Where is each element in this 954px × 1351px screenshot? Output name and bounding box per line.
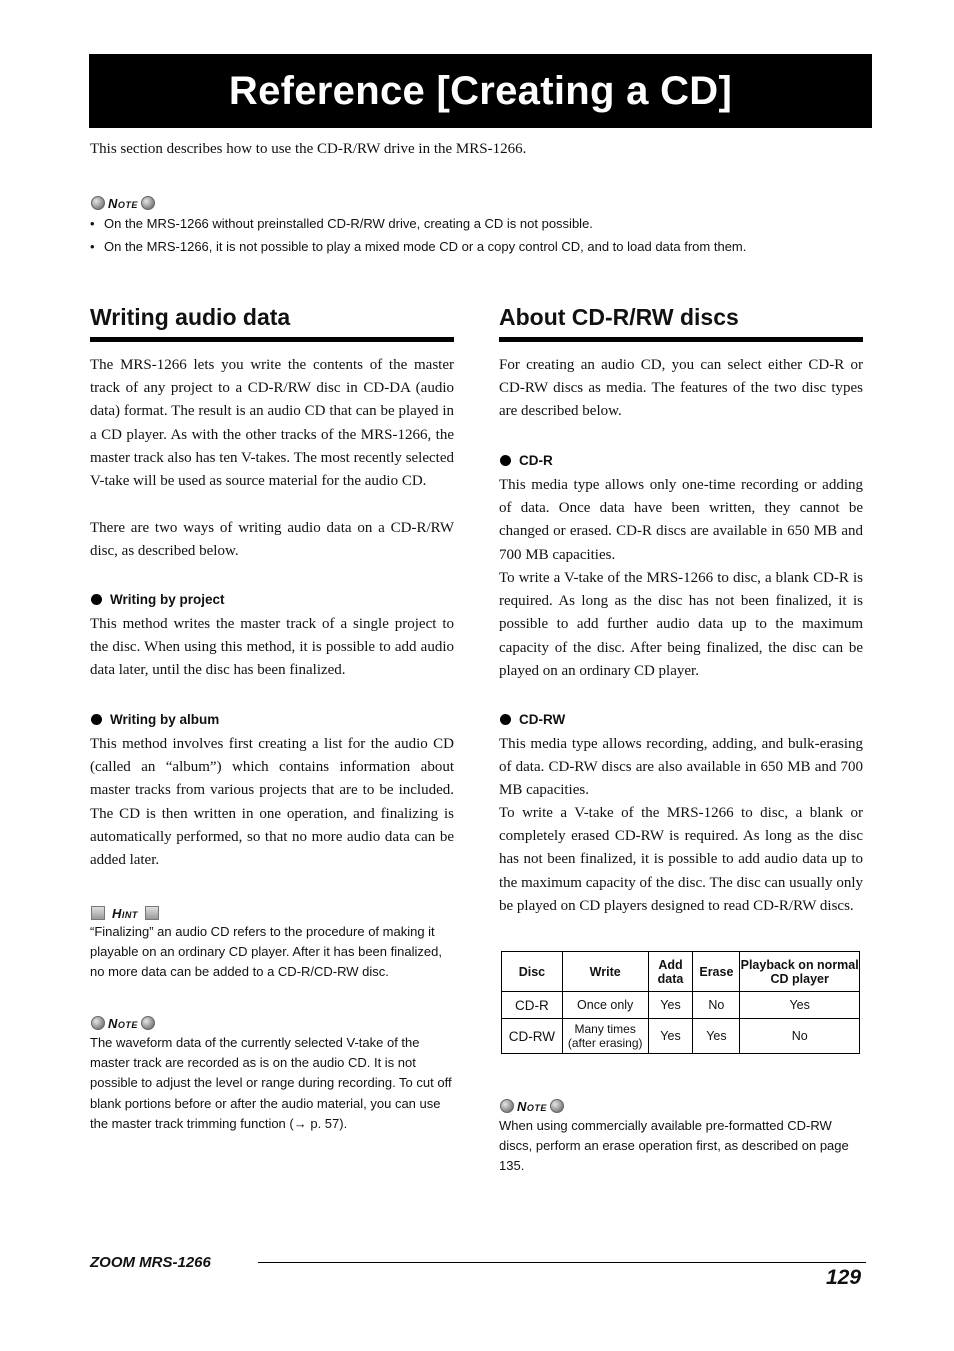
note-dot-icon: [141, 1016, 155, 1030]
note-badge: [91, 195, 155, 211]
table-row: [502, 992, 860, 1019]
table-row: [502, 1019, 860, 1054]
note-label: Note: [108, 1015, 138, 1031]
footer-rule: [258, 1262, 866, 1263]
bullet-dot-icon: [500, 714, 511, 725]
bullet-dot-icon: [500, 455, 511, 466]
table-header: Erase: [693, 952, 740, 992]
note-label: Note: [517, 1098, 547, 1114]
table-cell: No: [740, 1019, 860, 1054]
table-header: Add data: [648, 952, 693, 992]
list-item: • On the MRS-1266, it is not possible to play a mixed mode CD or a copy control CD, and to load data from them.: [90, 235, 870, 258]
note-text: The waveform data of the currently selected V-take of the master track are recorded as is on the audio CD. It is not possible to adjust the level or range during recording. To cut off blank portions before or after the audio material, you can use the master track trimming function (→ p. 57).: [90, 1035, 452, 1131]
bullet-dot-icon: [91, 594, 102, 605]
hint-square-icon: [91, 906, 105, 920]
table-cell: Yes: [648, 1019, 693, 1054]
page-number: 129: [826, 1266, 862, 1289]
table-cell: Yes: [693, 1019, 740, 1054]
list-item: • On the MRS-1266 without preinstalled CD-R/RW drive, creating a CD is not possible.: [90, 212, 870, 235]
subheading-writing-by-project: Writing by project: [91, 592, 225, 607]
table-cell: Yes: [648, 992, 693, 1019]
hint-badge: [91, 905, 159, 921]
section-heading-writing-audio-data: Writing audio data: [90, 304, 454, 342]
hint-label: Hint: [112, 905, 138, 921]
title-bar: [89, 54, 872, 128]
paragraph: This media type allows only one-time recording or adding of data. Once data have been written, they cannot be changed or erased. CD-R discs are available in 650 MB and 700 MB capacities.: [499, 477, 863, 563]
note-badge: [500, 1098, 564, 1114]
paragraph: To write a V-take of the MRS-1266 to disc, a blank or completely erased CD-RW is required. As long as the disc has not been finalized, it is possible to add audio data up to the maximum capacity of the disc. The disc can usually only be played on CD players designed to read CD-R/RW discs.: [499, 805, 863, 914]
table-cell: CD-R: [502, 992, 563, 1019]
note-dot-icon: [91, 196, 105, 210]
hint-square-icon: [145, 906, 159, 920]
subheading-cd-rw: CD-RW: [500, 712, 565, 727]
subheading-cd-r: CD-R: [500, 453, 553, 468]
paragraph: This media type allows recording, adding, and bulk-erasing of data. CD-RW discs are also available in 650 MB and 700 MB capacities.: [499, 736, 863, 799]
table-header: Disc: [502, 952, 563, 992]
disc-comparison-table: [501, 951, 860, 1054]
table-header-row: [502, 952, 860, 992]
note-dot-icon: [550, 1099, 564, 1113]
paragraph: To write a V-take of the MRS-1266 to disc, a blank CD-R is required. As long as the disc has not been finalized, it is possible to add further audio data up to the maximum capacity of the disc. After being finalized, the disc can be played on an ordinary CD player.: [499, 570, 863, 679]
table-cell: Once only: [562, 992, 648, 1019]
table-cell: CD-RW: [502, 1019, 563, 1054]
paragraph: This method writes the master track of a single project to the disc. When using this method, it is possible to add audio data later, until the disc has been finalized.: [90, 616, 454, 679]
footer-brand: ZOOM MRS-1266: [90, 1254, 211, 1271]
table-header: Write: [562, 952, 648, 992]
bullet-dot-icon: [91, 714, 102, 725]
note-badge: [91, 1015, 155, 1031]
note-dot-icon: [91, 1016, 105, 1030]
paragraph: For creating an audio CD, you can select either CD-R or CD-RW discs as media. The features of the two disc types are described below.: [499, 357, 863, 420]
top-note-list: [90, 212, 870, 258]
note-dot-icon: [500, 1099, 514, 1113]
table-cell: Many times (after erasing): [562, 1019, 648, 1054]
note-text: When using commercially available pre-formatted CD-RW discs, perform an erase operation first, as described on page 135.: [499, 1118, 849, 1174]
hint-text: “Finalizing” an audio CD refers to the procedure of making it playable on an ordinary CD player. After it has been finalized, no more data can be added to a CD-R/CD-RW disc.: [90, 924, 442, 980]
page-title: Reference [Creating a CD]: [228, 68, 733, 113]
intro-text: This section describes how to use the CD-R/RW drive in the MRS-1266.: [90, 141, 527, 157]
left-column: [90, 304, 454, 342]
right-column: [499, 304, 863, 342]
table-cell: No: [693, 992, 740, 1019]
paragraph: There are two ways of writing audio data on a CD-R/RW disc, as described below.: [90, 520, 454, 560]
table-cell: Yes: [740, 992, 860, 1019]
section-heading-about-cd-rw: About CD-R/RW discs: [499, 304, 863, 342]
note-label: Note: [108, 195, 138, 211]
note-dot-icon: [141, 196, 155, 210]
table-header: Playback on normal CD player: [740, 952, 860, 992]
subheading-writing-by-album: Writing by album: [91, 712, 219, 727]
paragraph: This method involves first creating a list for the audio CD (called an “album”) which contains information about master tracks from various projects that are to be included. The CD is then written in one operation, and finalizing is automatically performed, so that no more audio data can be added later.: [90, 736, 454, 869]
paragraph: The MRS-1266 lets you write the contents of the master track of any project to a CD-R/RW disc in CD-DA (audio data) format. The result is an audio CD that can be played in a CD player. As with the other tracks of the MRS-1266, the master track also has ten V-takes. The most recently selected V-take will be used as source material for the audio CD.: [90, 357, 454, 490]
